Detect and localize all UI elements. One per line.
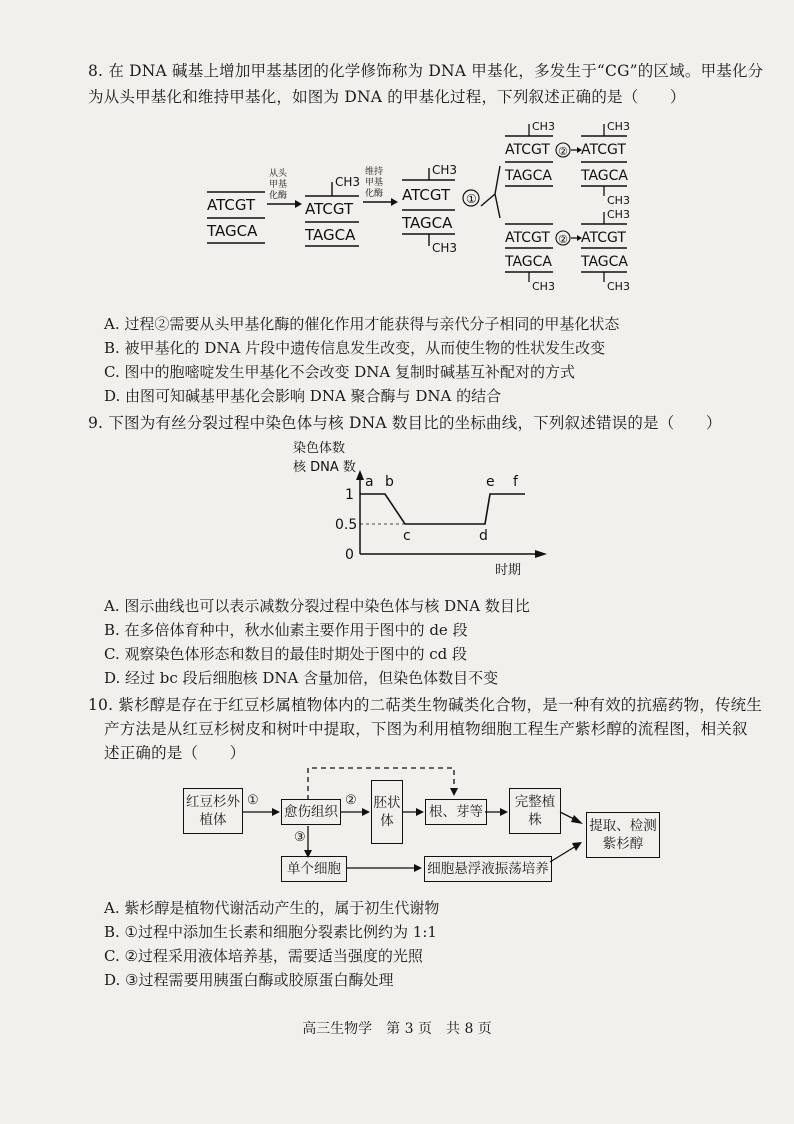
q9-option-c: C. 观察染色体形态和数目的最佳时期处于图中的 cd 段	[104, 645, 468, 663]
q8-arrow-maintenance	[363, 165, 398, 206]
q8-arrow-de-novo	[267, 167, 302, 208]
q8-methyl-2: CH3	[432, 163, 458, 177]
q10-explant-box: 红豆杉外植体	[183, 788, 243, 834]
q10-step1-label: ①	[247, 793, 259, 808]
q8-strand-top-7: ATCGT	[581, 230, 626, 246]
q9-point-label-e: e	[486, 474, 495, 490]
q9-option-a: A. 图示曲线也可以表示减数分裂过程中染色体与核 DNA 数目比	[104, 597, 530, 615]
q8-stem-line1: 8. 在 DNA 碱基上增加甲基基团的化学修饰称为 DNA 甲基化，多发生于“CG”的区域。甲基化分	[88, 62, 764, 80]
q9-option-b: B. 在多倍体育种中，秋水仙素主要作用于图中的 de 段	[104, 621, 468, 639]
q9-ylabel-line2: 核 DNA 数	[293, 460, 356, 475]
q8-hemi-methylated-dna	[304, 175, 360, 246]
q8-methyl-8: CH3	[607, 208, 630, 221]
q8-methyl-6: CH3	[607, 194, 630, 207]
q10-extract-box: 提取、检测紫杉醇	[586, 812, 660, 858]
q9-ytick-2: 0	[345, 547, 354, 563]
page-footer: 高三生物学 第 3 页 共 8 页	[302, 1021, 492, 1037]
q8-option-d: D. 由图可知碱基甲基化会影响 DNA 聚合酶与 DNA 的结合	[104, 387, 502, 405]
q10-step3-label: ③	[294, 830, 306, 845]
q8-strand-bottom-5: TAGCA	[581, 168, 628, 184]
q10-stem-line3: 述正确的是（ ）	[104, 744, 246, 762]
q9-ratio-chart	[285, 436, 565, 586]
q8-methyl-1: CH3	[335, 175, 361, 189]
q8-stem-line2: 为从头甲基化和维持甲基化，如图为 DNA 的甲基化过程，下列叙述正确的是（ ）	[88, 88, 686, 106]
q10-step2-label: ②	[345, 793, 357, 808]
q10-option-d: D. ③过程需要用胰蛋白酶或胶原蛋白酶处理	[104, 971, 394, 989]
q9-stem: 9. 下图为有丝分裂过程中染色体与核 DNA 数目比的坐标曲线，下列叙述错误的是（ ）	[88, 414, 722, 432]
q8-enzyme2-b: 甲基	[365, 178, 384, 188]
q9-ytick-1: 0.5	[335, 517, 358, 533]
q8-strand-bottom-2: TAGCA	[305, 226, 356, 244]
q9-point-label-c: c	[403, 528, 411, 544]
q8-strand-top-3: ATCGT	[402, 186, 451, 204]
q8-enzyme2-c: 化酶	[365, 189, 384, 199]
q10-callus-box: 愈伤组织	[281, 799, 341, 825]
q9-y-ticks	[335, 487, 357, 563]
q10-single-cell-box: 单个细胞	[281, 856, 347, 882]
q8-parent-dna	[206, 192, 265, 243]
q9-curve	[360, 494, 525, 524]
q8-enzyme2-a: 维持	[365, 167, 384, 177]
q8-strand-bottom-3: TAGCA	[402, 214, 453, 232]
q10-rootbud-box: 根、芽等	[425, 799, 487, 825]
q9-point-label-f: f	[513, 474, 518, 490]
q9-ylabel-line1: 染色体数	[293, 441, 346, 456]
q9-point-label-a: a	[365, 474, 374, 490]
q8-strand-bottom: TAGCA	[207, 222, 258, 240]
q10-option-c: C. ②过程采用液体培养基，需要适当强度的光照	[104, 947, 423, 965]
q8-enzyme1-c: 化酶	[269, 191, 288, 201]
q8-methyl-4: CH3	[532, 120, 555, 133]
q8-methyl-3: CH3	[432, 241, 458, 255]
q9-xlabel: 时期	[495, 563, 522, 578]
q8-strand-top-6: ATCGT	[505, 230, 550, 246]
q8-strand-bottom-7: TAGCA	[581, 254, 628, 270]
q9-point-labels	[365, 474, 519, 544]
q8-step2-label-1: ②	[558, 145, 568, 158]
q8-methylation-diagram	[195, 118, 645, 298]
q10-option-b: B. ①过程中添加生长素和细胞分裂素比例约为 1:1	[104, 923, 437, 941]
q9-ratio-line	[360, 494, 525, 524]
q8-methyl-5: CH3	[607, 120, 630, 133]
q10-stem-line1: 10. 紫杉醇是存在于红豆杉属植物体内的二萜类生物碱类化合物，是一种有效的抗癌药物，传统生	[88, 696, 763, 714]
q8-step2-label-2: ②	[558, 233, 568, 246]
q8-strand-top-4: ATCGT	[505, 142, 550, 158]
q8-full-methylated-dna	[401, 163, 457, 255]
q8-strand-top: ATCGT	[207, 196, 256, 214]
q8-strand-bottom-4: TAGCA	[505, 168, 552, 184]
q8-option-b: B. 被甲基化的 DNA 片段中遗传信息发生改变，从而使生物的性状发生改变	[104, 339, 606, 357]
q9-ytick-0: 1	[345, 487, 354, 503]
q8-methyl-7: CH3	[532, 280, 555, 293]
q8-enzyme1-a: 从头	[269, 169, 288, 179]
q8-methyl-9: CH3	[607, 280, 630, 293]
q8-option-a: A. 过程②需要从头甲基化酶的催化作用才能获得与亲代分子相同的甲基化状态	[104, 315, 620, 333]
q8-step1-label: ①	[466, 192, 477, 206]
q9-option-d: D. 经过 bc 段后细胞核 DNA 含量加倍，但染色体数目不变	[104, 669, 499, 687]
q8-daughter-upper	[504, 120, 630, 207]
q9-point-label-b: b	[385, 474, 394, 490]
q8-enzyme1-b: 甲基	[269, 180, 288, 190]
q8-strand-top-5: ATCGT	[581, 142, 626, 158]
q8-replication-fork	[463, 166, 500, 218]
q8-strand-bottom-6: TAGCA	[505, 254, 552, 270]
q10-suspension-box: 细胞悬浮液振荡培养	[424, 856, 552, 882]
q10-option-a: A. 紫杉醇是植物代谢活动产生的，属于初生代谢物	[104, 899, 440, 917]
q10-stem-line2: 产方法是从红豆杉树皮和树叶中提取，下图为利用植物细胞工程生产紫杉醇的流程图，相关叙	[104, 720, 748, 738]
q9-point-label-d: d	[479, 528, 488, 544]
q8-option-c: C. 图中的胞嘧啶发生甲基化不会改变 DNA 复制时碱基互补配对的方式	[104, 363, 576, 381]
q8-strand-top-2: ATCGT	[305, 200, 354, 218]
q8-daughter-lower	[504, 208, 630, 293]
q10-plant-box: 完整植株	[509, 788, 561, 834]
q10-embryoid-box: 胚状体	[371, 780, 403, 844]
